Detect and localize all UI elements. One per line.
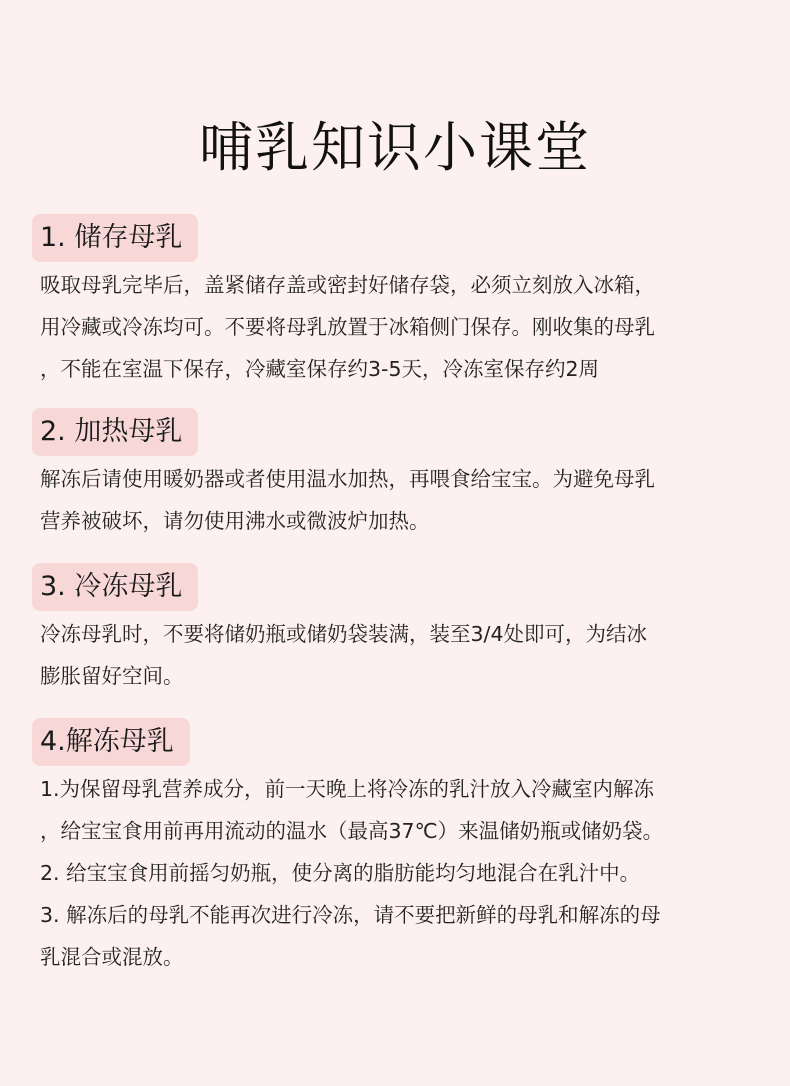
body-line: 1.为保留母乳营养成分，前一天晚上将冷冻的乳汁放入冷藏室内解冻 bbox=[40, 777, 655, 801]
body-line: 冷冻母乳时，不要将储奶瓶或储奶袋装满，装至3/4处即可，为结冰 bbox=[40, 622, 647, 646]
section-heading: 4.解冻母乳 bbox=[32, 718, 190, 766]
body-line: ，给宝宝食用前再用流动的温水（最高37℃）来温储奶瓶或储奶袋。 bbox=[40, 819, 664, 843]
section-body bbox=[32, 613, 758, 697]
section-body bbox=[32, 768, 758, 978]
body-line: 3. 解冻后的母乳不能再次进行冷冻，请不要把新鲜的母乳和解冻的母 bbox=[40, 903, 661, 927]
section-heat-breastmilk bbox=[32, 408, 758, 542]
page-title: 哺乳知识小课堂 bbox=[199, 116, 591, 180]
body-line: 吸取母乳完毕后，盖紧储存盖或密封好储存袋，必须立刻放入冰箱， bbox=[40, 273, 655, 297]
section-heading: 3. 冷冻母乳 bbox=[32, 563, 198, 611]
body-line: 膨胀留好空间。 bbox=[40, 664, 184, 688]
section-freeze-breastmilk bbox=[32, 563, 758, 697]
section-heading: 1. 储存母乳 bbox=[32, 214, 198, 262]
body-line: 2. 给宝宝食用前摇匀奶瓶，使分离的脂肪能均匀地混合在乳汁中。 bbox=[40, 861, 641, 885]
section-store-breastmilk bbox=[32, 214, 758, 390]
body-line: 营养被破坏，请勿使用沸水或微波炉加热。 bbox=[40, 509, 430, 533]
section-thaw-breastmilk bbox=[32, 718, 758, 978]
body-line: 解冻后请使用暖奶器或者使用温水加热，再喂食给宝宝。为避免母乳 bbox=[40, 467, 655, 491]
section-body bbox=[32, 458, 758, 542]
body-line: 用冷藏或冷冻均可。不要将母乳放置于冰箱侧门保存。刚收集的母乳 bbox=[40, 315, 655, 339]
section-body bbox=[32, 264, 758, 390]
body-line: 乳混合或混放。 bbox=[40, 945, 184, 969]
section-heading: 2. 加热母乳 bbox=[32, 408, 198, 456]
body-line: ，不能在室温下保存，冷藏室保存约3-5天，冷冻室保存约2周 bbox=[40, 357, 600, 381]
